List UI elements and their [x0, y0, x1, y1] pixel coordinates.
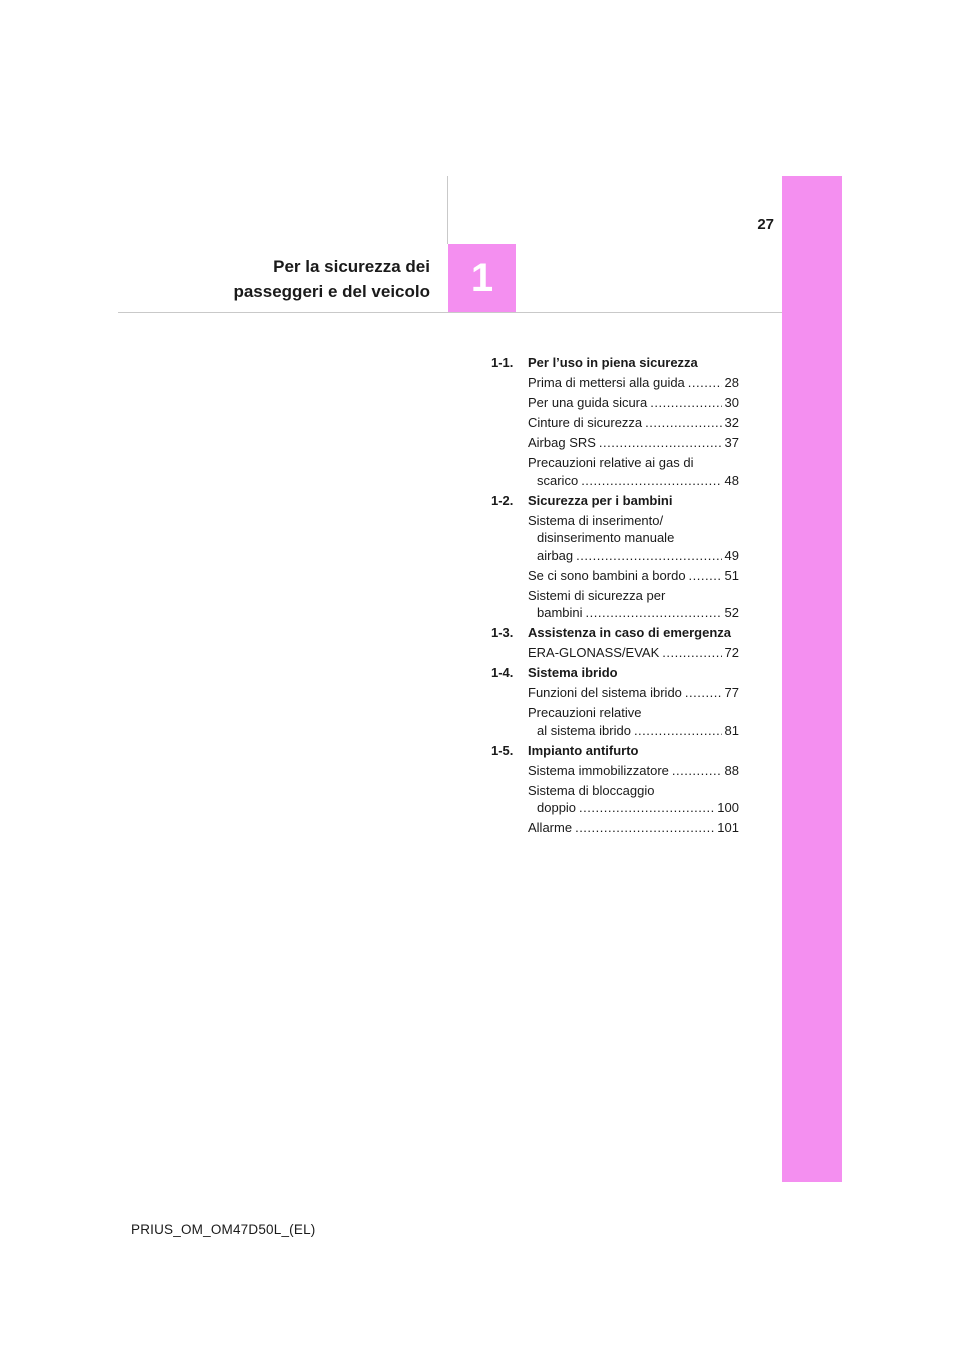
- entry-title-line: Per una guida sicura: [528, 395, 648, 411]
- entry-title-line: Allarme: [528, 820, 573, 836]
- entry-title-line: bambini: [537, 605, 583, 621]
- entry-title-line: Sistema immobilizzatore: [528, 762, 669, 778]
- section-title: Per l’uso in piena sicurezza: [528, 355, 698, 370]
- dot-leader: [688, 374, 722, 392]
- dot-leader: [662, 644, 721, 662]
- entry-page-number: 72: [724, 645, 739, 661]
- entry-page-number: 52: [724, 605, 739, 621]
- toc-section: [491, 491, 751, 624]
- entry-title-line: airbag: [537, 547, 574, 563]
- section-title: Sicurezza per i bambini: [528, 492, 673, 508]
- chapter-number-badge: 1: [448, 244, 516, 312]
- toc-section-heading[interactable]: [491, 491, 751, 511]
- toc-section: [491, 663, 751, 741]
- entry-title-line: Se ci sono bambini a bordo: [528, 567, 686, 583]
- dot-leader: [599, 434, 722, 452]
- entry-title-line: Precauzioni relative: [528, 705, 642, 721]
- entry-title-line: Airbag SRS: [528, 435, 596, 451]
- entry-page-number: 101: [717, 820, 739, 836]
- entry-title-line: Cinture di sicurezza: [528, 415, 643, 431]
- chapter-thumb-tab: [782, 176, 842, 1182]
- entry-title-line: Sistema di bloccaggio: [528, 782, 655, 798]
- dot-leader: [575, 819, 714, 837]
- toc-entry[interactable]: [528, 703, 739, 741]
- chapter-title: [233, 254, 430, 304]
- entry-page-number: 28: [724, 375, 739, 391]
- toc-section: [491, 741, 751, 839]
- page-number: 27: [757, 216, 774, 233]
- toc-entry[interactable]: [528, 683, 739, 703]
- toc-entry[interactable]: [528, 413, 739, 433]
- entry-page-number: 49: [724, 547, 739, 563]
- entry-title-line: Sistemi di sicurezza per: [528, 587, 666, 603]
- section-number: 1-5.: [491, 742, 514, 758]
- dot-leader: [581, 472, 721, 490]
- dot-leader: [579, 799, 714, 817]
- entry-title-line: doppio: [537, 800, 577, 816]
- dot-leader: [650, 394, 721, 412]
- entry-page-number: 81: [724, 722, 739, 738]
- entry-title-line: Prima di mettersi alla guida: [528, 375, 685, 391]
- entry-title-line: Sistema di inserimento/: [528, 512, 664, 528]
- section-number: 1-4.: [491, 665, 514, 680]
- dot-leader: [576, 547, 721, 565]
- entry-page-number: 37: [724, 435, 739, 451]
- section-title: Sistema ibrido: [528, 665, 618, 680]
- entry-page-number: 48: [724, 472, 739, 488]
- toc-entry[interactable]: [528, 566, 739, 586]
- toc-section: [491, 353, 751, 491]
- toc-entry[interactable]: [528, 453, 739, 491]
- header-vertical-rule: [447, 176, 448, 244]
- header-horizontal-rule: [118, 312, 782, 313]
- toc-section-heading[interactable]: [491, 741, 751, 761]
- section-number: 1-3.: [491, 625, 514, 640]
- toc-section-heading[interactable]: [491, 663, 751, 683]
- toc-entry[interactable]: [528, 433, 739, 453]
- toc-entry[interactable]: [528, 643, 739, 663]
- entry-page-number: 32: [724, 415, 739, 431]
- dot-leader: [685, 684, 722, 702]
- entry-page-number: 100: [717, 800, 739, 816]
- toc-entry[interactable]: [528, 511, 739, 566]
- table-of-contents: [491, 353, 751, 838]
- section-number: 1-2.: [491, 492, 514, 508]
- dot-leader: [672, 762, 722, 780]
- toc-section-heading[interactable]: [491, 353, 751, 373]
- section-number: 1-1.: [491, 355, 514, 370]
- section-title: Impianto antifurto: [528, 742, 639, 758]
- entry-title-line: ERA-GLONASS/EVAK: [528, 645, 660, 661]
- entry-page-number: 88: [724, 762, 739, 778]
- toc-section: [491, 623, 751, 663]
- dot-leader: [689, 567, 722, 585]
- toc-section-heading[interactable]: [491, 623, 751, 643]
- toc-entry[interactable]: [528, 818, 739, 838]
- entry-page-number: 30: [724, 395, 739, 411]
- entry-page-number: 77: [724, 685, 739, 701]
- entry-title-line: scarico: [537, 472, 579, 488]
- dot-leader: [645, 414, 721, 432]
- chapter-title-line: Per la sicurezza dei: [273, 257, 430, 276]
- entry-title-line: disinserimento manuale: [537, 530, 675, 546]
- toc-entry[interactable]: [528, 393, 739, 413]
- toc-entry[interactable]: [528, 373, 739, 393]
- entry-title-line: Precauzioni relative ai gas di: [528, 455, 694, 471]
- entry-title-line: al sistema ibrido: [537, 722, 631, 738]
- entry-title-line: Funzioni del sistema ibrido: [528, 685, 682, 701]
- toc-entry[interactable]: [528, 781, 739, 819]
- chapter-title-line: passeggeri e del veicolo: [233, 282, 430, 301]
- dot-leader: [634, 722, 722, 740]
- entry-page-number: 51: [724, 567, 739, 583]
- dot-leader: [586, 604, 722, 622]
- document-code: PRIUS_OM_OM47D50L_(EL): [131, 1222, 316, 1237]
- toc-entry[interactable]: [528, 586, 739, 624]
- section-title: Assistenza in caso di emergenza: [528, 625, 732, 640]
- toc-entry[interactable]: [528, 761, 739, 781]
